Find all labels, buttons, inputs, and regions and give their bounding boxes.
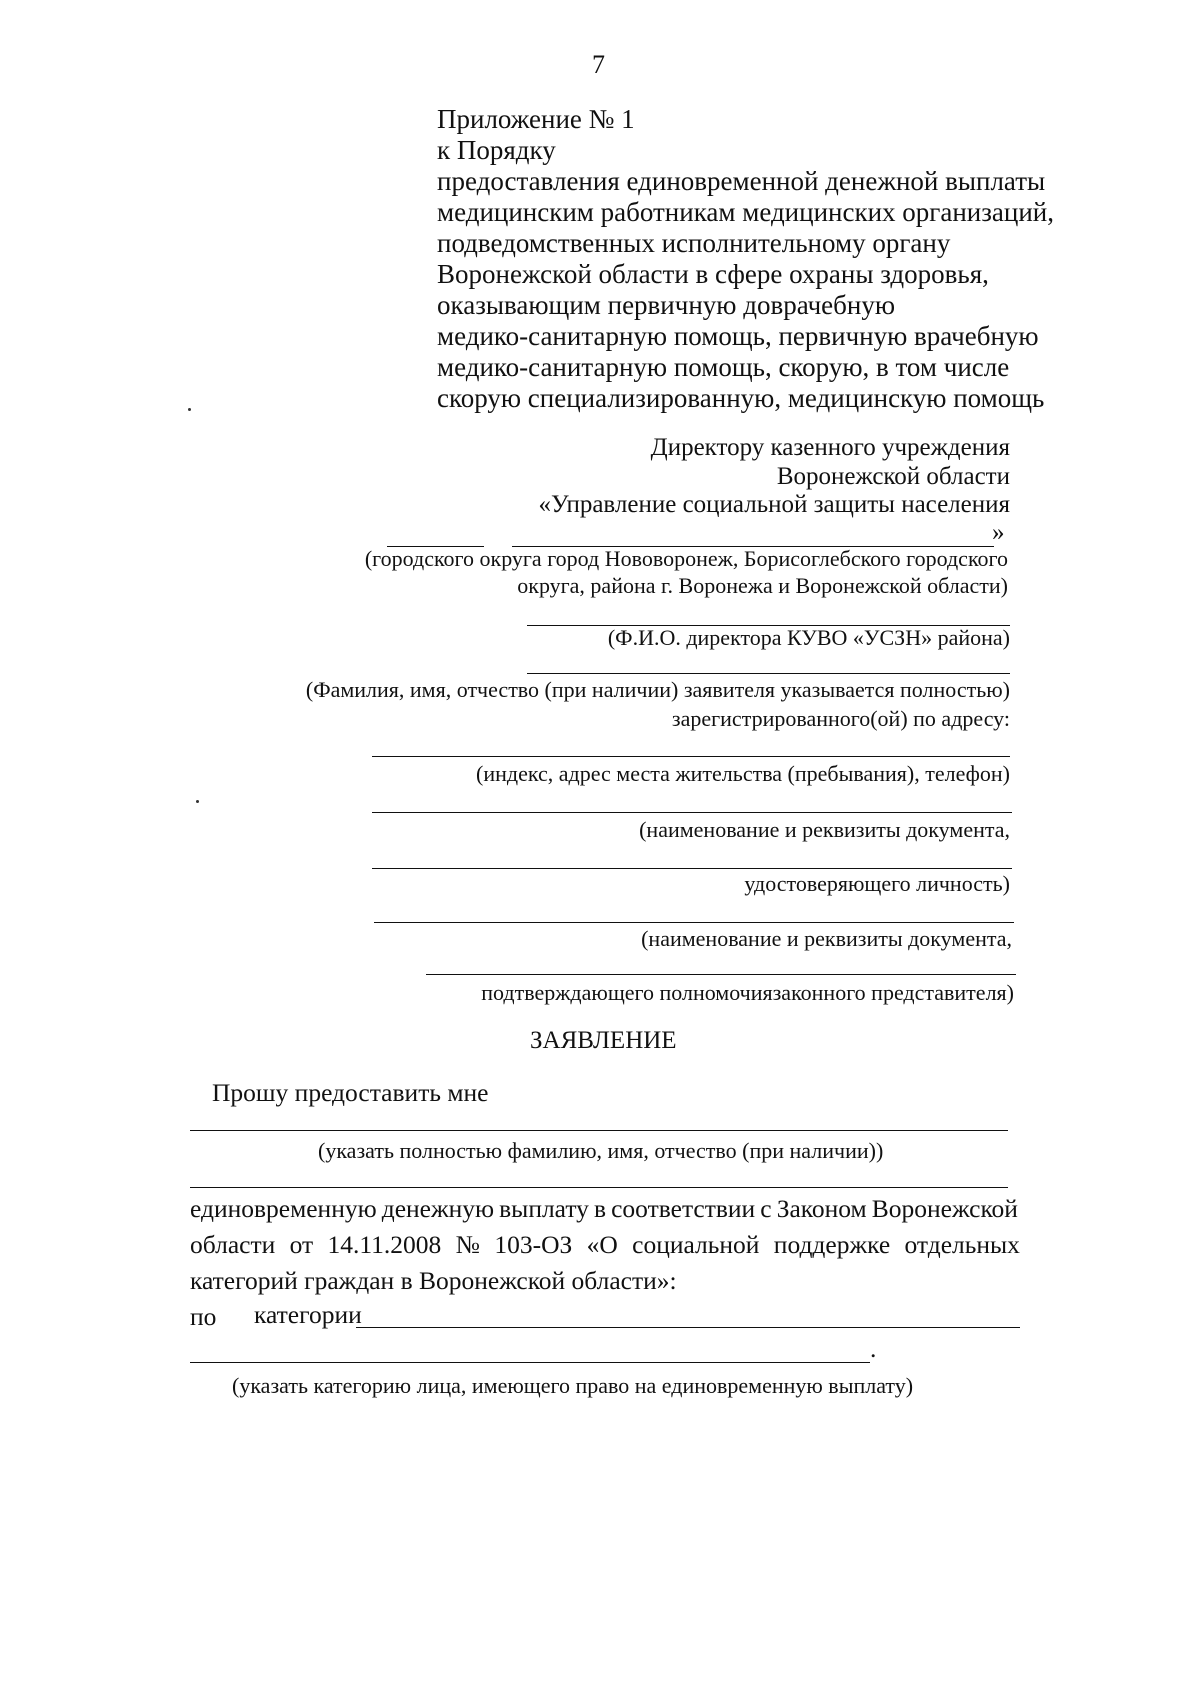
addressee-line-2: Воронежской области [776,463,1010,490]
appendix-line: подведомственных исполнительному органу [437,228,951,258]
category-po: по [190,1302,217,1331]
word: выплату [499,1194,589,1223]
statement-title: ЗАЯВЛЕНИЕ [530,1027,677,1054]
word: 103-ОЗ [494,1230,573,1259]
rep-document-caption-2: подтверждающего полномочиязаконного представителя) [481,980,1014,1005]
word: отдельных [904,1230,1020,1259]
appendix-title: Приложение № 1 [437,104,635,134]
appendix-line: предоставления единовременной денежной выплаты [437,166,1046,196]
appendix-line: скорую специализированную, медицинскую помощь [437,383,1045,413]
addressee-line-3: «Управление социальной защиты населения [538,491,1010,518]
rep-document-caption-1: (наименование и реквизиты документа, [641,926,1012,951]
statement-body-line-1 [190,1196,1018,1222]
appendix-line: Воронежской области в сфере охраны здоровья, [437,259,989,289]
category-blank-1 [356,1327,1020,1328]
word: от [289,1230,314,1259]
rep-document-blank-1 [374,922,1014,923]
recipient-name-blank-2 [190,1187,1008,1188]
appendix-line: медицинским работникам медицинских организаций, [437,197,1054,227]
statement-body-line-2 [190,1232,1020,1258]
word: соответствии [611,1194,756,1223]
appendix-header [437,104,1054,414]
word: денежную [381,1194,495,1223]
address-blank [372,756,1010,757]
appendix-line: медико-санитарную помощь, скорую, в том числе [437,352,1010,382]
page-number: 7 [592,50,605,79]
name-caption: (указать полностью фамилию, имя, отчество (при наличии)) [318,1138,884,1163]
scan-speck [188,408,191,411]
registered-label: зарегистрированного(ой) по адресу: [671,706,1010,731]
recipient-name-blank [190,1130,1008,1131]
applicant-caption: (Фамилия, имя, отчество (при наличии) заявителя указывается полностью) [305,677,1010,702]
category-blank-2 [190,1362,870,1363]
category-caption: (указать категорию лица, имеющего право на единовременную выплату) [232,1373,914,1398]
close-quote: » [992,519,1005,546]
category-label: категории [254,1300,362,1329]
district-caption-2: округа, района г. Воронежа и Воронежской области) [517,573,1008,598]
id-document-blank-2 [372,868,1012,869]
id-document-caption-1: (наименование и реквизиты документа, [639,817,1010,842]
request-text: Прошу предоставить мне [212,1078,489,1107]
id-document-blank-1 [372,812,1012,813]
rep-document-blank-2 [426,974,1016,975]
word: поддержке [773,1230,891,1259]
scan-speck [196,800,199,803]
word: единовременную [190,1194,377,1223]
word: «О [586,1230,618,1259]
appendix-line: оказывающим первичную доврачебную [437,290,896,320]
appendix-line: к Порядку [437,135,556,165]
district-caption-1: (городского округа город Нововоронеж, Борисоглебского городского [364,546,1008,571]
word: области [190,1230,276,1259]
director-caption: (Ф.И.О. директора КУВО «УСЗН» района) [607,625,1010,650]
id-document-caption-2: удостоверяющего личность) [744,871,1010,896]
word: социальной [632,1230,760,1259]
addressee-line-1: Директору казенного учреждения [650,434,1010,461]
word: Воронежской [871,1194,1018,1223]
appendix-line: медико-санитарную помощь, первичную врачебную [437,321,1039,351]
category-end-dot: . [870,1334,877,1363]
address-caption: (индекс, адрес места жительства (пребывания), телефон) [476,761,1010,786]
word: Законом [776,1194,867,1223]
word: в [593,1194,607,1223]
word: № [455,1230,480,1259]
statement-body-line-3: категорий граждан в Воронежской области»: [190,1266,677,1295]
word: 14.11.2008 [327,1230,442,1259]
applicant-name-blank [527,673,1010,674]
word: с [760,1194,772,1223]
